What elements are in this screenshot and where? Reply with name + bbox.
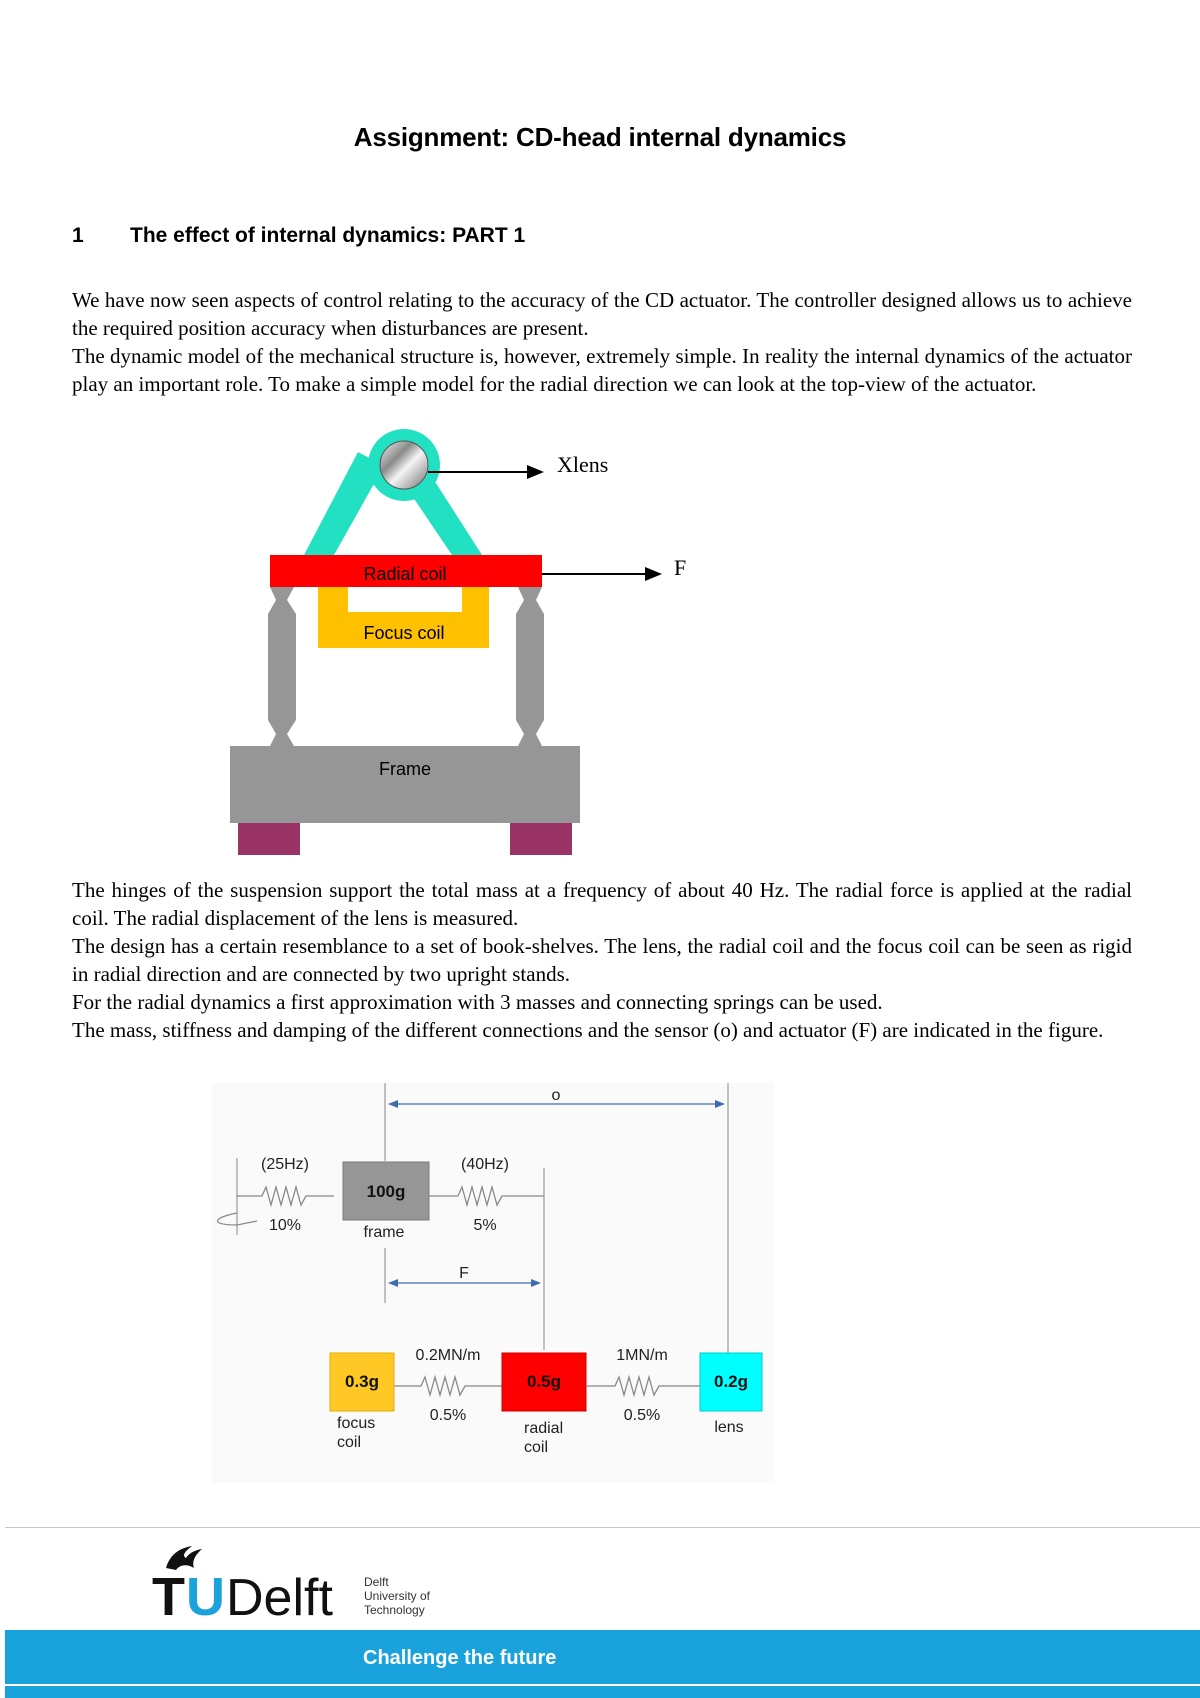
logo-subtitle-line1: Delft bbox=[364, 1575, 389, 1589]
focus-coil-label: Focus coil bbox=[363, 623, 445, 643]
lens-label: lens bbox=[714, 1419, 744, 1436]
logo-word-delft: Delft bbox=[226, 1569, 333, 1620]
intro-text bbox=[72, 286, 1132, 398]
frame-foot-right bbox=[510, 823, 572, 855]
force-label: F bbox=[459, 1265, 469, 1282]
force-label: F bbox=[674, 555, 687, 580]
paragraph: The dynamic model of the mechanical structure is, however, extremely simple. In reality the internal dynamics of the actuator play an important role. To make a simple model for the radial direction we can look at the top-view of the actuator. bbox=[72, 344, 1132, 396]
paragraph: The hinges of the suspension support the total mass at a frequency of about 40 Hz. The radial force is applied at the radial coil. The radial displacement of the lens is measured. bbox=[72, 878, 1132, 930]
radial-coil-mass-value: 0.5g bbox=[526, 1372, 562, 1391]
radial-coil-label: Radial coil bbox=[363, 564, 447, 584]
paragraph: We have now seen aspects of control relating to the accuracy of the CD actuator. The controller designed allows us to achieve the required position accuracy when disturbances are present. bbox=[72, 288, 1132, 340]
focus-spring-stiffness: 0.2MN/m bbox=[415, 1347, 481, 1364]
logo-letter-t: T bbox=[152, 1567, 185, 1620]
lens-mass-value: 0.2g bbox=[713, 1372, 749, 1391]
section-heading bbox=[72, 224, 525, 248]
focus-coil-label-line2: coil bbox=[337, 1434, 362, 1451]
lens bbox=[380, 441, 428, 489]
force-arrow-head bbox=[645, 567, 662, 581]
ground-spring-damping: 10% bbox=[268, 1217, 302, 1234]
mass-spring-model-figure bbox=[212, 1083, 774, 1483]
footer-band-bottom bbox=[5, 1686, 1200, 1698]
suspension-spring-damping: 5% bbox=[473, 1217, 497, 1234]
focus-coil-mass-value: 0.3g bbox=[344, 1372, 380, 1391]
xlens-arrow-head bbox=[527, 465, 544, 479]
actuator-top-view-figure bbox=[0, 420, 1200, 860]
xlens-label: Xlens bbox=[557, 452, 609, 477]
frame-label: Frame bbox=[378, 759, 432, 779]
upright-left bbox=[268, 587, 296, 746]
radial-coil-label-line1: radial bbox=[524, 1420, 564, 1437]
lens-spring-damping: 0.5% bbox=[623, 1407, 661, 1424]
radial-coil-label-line2: coil bbox=[524, 1439, 549, 1456]
focus-coil-label-line1: focus bbox=[337, 1415, 376, 1432]
suspension-spring-frequency: (40Hz) bbox=[460, 1156, 510, 1173]
section-number: 1 bbox=[72, 224, 84, 247]
logo-subtitle-line2: University of bbox=[364, 1589, 431, 1603]
frame-mass-label: frame bbox=[363, 1224, 405, 1241]
tu-delft-logo bbox=[150, 1540, 450, 1620]
frame bbox=[230, 746, 580, 823]
document-title: Assignment: CD-head internal dynamics bbox=[353, 122, 847, 152]
upright-right bbox=[516, 587, 544, 746]
body-text bbox=[72, 876, 1132, 1044]
focus-spring-damping: 0.5% bbox=[429, 1407, 467, 1424]
paragraph: For the radial dynamics a first approximation with 3 masses and connecting springs can be used. bbox=[72, 990, 883, 1014]
footer-band bbox=[5, 1630, 1200, 1684]
logo-letter-u: U bbox=[186, 1567, 225, 1620]
footer-slogan: Challenge the future bbox=[363, 1647, 557, 1669]
paragraph: The mass, stiffness and damping of the different connections and the sensor (o) and actuator (F) are indicated in the figure. bbox=[72, 1018, 1104, 1042]
logo-subtitle-line3: Technology bbox=[364, 1603, 425, 1617]
sensor-label: o bbox=[551, 1087, 561, 1104]
frame-foot-left bbox=[238, 823, 300, 855]
ground-spring-frequency: (25Hz) bbox=[260, 1156, 310, 1173]
lens-spring-stiffness: 1MN/m bbox=[616, 1347, 668, 1364]
section-title: The effect of internal dynamics: PART 1 bbox=[130, 224, 526, 247]
footer-divider bbox=[5, 1527, 1200, 1528]
paragraph: The design has a certain resemblance to a set of book-shelves. The lens, the radial coil and the focus coil can be seen as rigid in radial direction and are connected by two upright stands. bbox=[72, 934, 1132, 986]
frame-mass-value: 100g bbox=[366, 1182, 406, 1201]
